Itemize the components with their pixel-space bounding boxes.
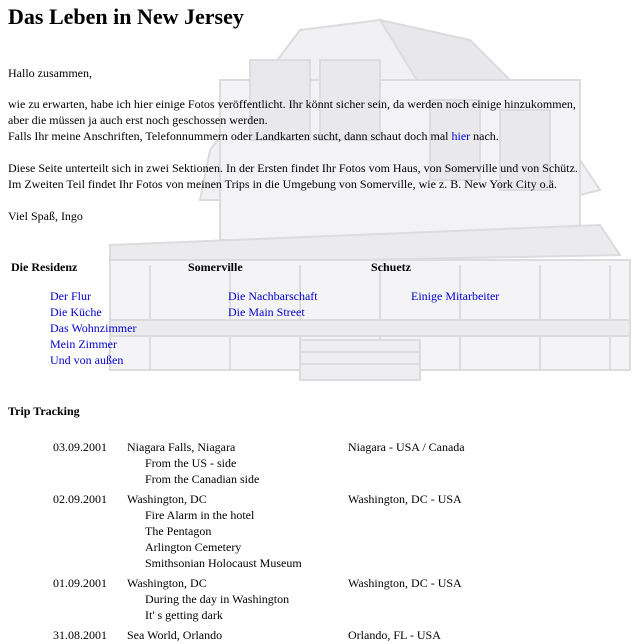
intro-line-2: aber die müssen ja auch erst noch geschossen werden.: [8, 113, 268, 127]
list-item: [50, 352, 136, 368]
residence-link-kueche[interactable]: Die Küche: [50, 305, 102, 319]
list-item: [50, 320, 136, 336]
trip-date: 02.09.2001: [53, 492, 107, 506]
greeting-text: Hallo zusammen,: [8, 66, 92, 80]
trip-photo-link[interactable]: Fire Alarm in the hotel: [145, 508, 255, 522]
residence-link-zimmer[interactable]: Mein Zimmer: [50, 337, 117, 351]
trip-photo-link[interactable]: The Pentagon: [145, 524, 212, 538]
sections-line-2: Im Zweiten Teil findet Ihr Fotos von meinen Trips in die Umgebung von Somerville, wie z. B. New York City o.ä.: [8, 177, 557, 191]
page-title: Das Leben in New Jersey: [8, 4, 244, 29]
list-item: [411, 288, 499, 304]
trip-place: Sea World, Orlando: [127, 628, 223, 642]
list-item: [228, 304, 318, 320]
schuetz-link-mitarbeiter[interactable]: Einige Mitarbeiter: [411, 289, 500, 303]
trip-place: Washington, DC: [127, 492, 207, 506]
trip-date: 01.09.2001: [53, 576, 107, 590]
trip-photo-link[interactable]: During the day in Washington: [145, 592, 290, 606]
trip-photo-link[interactable]: Arlington Cemetery: [145, 540, 242, 554]
intro-line-3: [8, 128, 499, 144]
schuetz-link-list: [411, 288, 499, 304]
trip-place: Washington, DC: [127, 576, 207, 590]
trip-date: 31.08.2001: [53, 628, 107, 642]
trip-region: Orlando, FL - USA: [348, 628, 441, 642]
trip-photo-link[interactable]: It' s getting dark: [145, 608, 223, 622]
trip-place: Niagara Falls, Niagara: [127, 440, 236, 454]
schuetz-heading: Schuetz: [371, 260, 411, 274]
list-item: [228, 288, 318, 304]
signoff-text: Viel Spaß, Ingo: [8, 209, 83, 223]
somerville-link-nachbarschaft[interactable]: Die Nachbarschaft: [228, 289, 318, 303]
somerville-link-main-street[interactable]: Die Main Street: [228, 305, 305, 319]
intro-line-3-pre: Falls Ihr meine Anschriften, Telefonnummern oder Landkarten sucht, dann schaut doch mal: [8, 129, 452, 143]
residence-link-list: [50, 288, 136, 368]
intro-line-3-post: nach.: [470, 129, 499, 143]
residence-link-wohnzimmer[interactable]: Das Wohnzimmer: [50, 321, 137, 335]
list-item: [50, 304, 136, 320]
trip-region: Washington, DC - USA: [348, 576, 462, 590]
somerville-link-list: [228, 288, 318, 320]
residence-link-flur[interactable]: Der Flur: [50, 289, 91, 303]
intro-line-1: wie zu erwarten, habe ich hier einige Fotos veröffentlicht. Ihr könnt sicher sein, da werden noch einige hinzukommen,: [8, 97, 576, 111]
residence-link-aussen[interactable]: Und von außen: [50, 353, 124, 367]
residence-heading: Die Residenz: [11, 260, 78, 274]
trip-date: 03.09.2001: [53, 440, 107, 454]
sections-line-1: Diese Seite unterteilt sich in zwei Sektionen. In der Ersten findet Ihr Fotos vom Haus, von Somerville und von Schütz.: [8, 161, 578, 175]
trip-region: Washington, DC - USA: [348, 492, 462, 506]
trip-photo-link[interactable]: From the US - side: [145, 456, 237, 470]
contact-info-link[interactable]: hier: [451, 129, 471, 143]
somerville-heading: Somerville: [188, 260, 243, 274]
trip-photo-list: [145, 591, 289, 623]
list-item: [50, 288, 136, 304]
trip-tracking-heading: Trip Tracking: [8, 404, 80, 418]
trip-photo-list: [145, 455, 259, 487]
trip-photo-list: [145, 507, 302, 571]
trip-region: Niagara - USA / Canada: [348, 440, 465, 454]
trip-photo-link[interactable]: Smithsonian Holocaust Museum: [145, 556, 302, 570]
list-item: [50, 336, 136, 352]
trip-photo-link[interactable]: From the Canadian side: [145, 472, 260, 486]
